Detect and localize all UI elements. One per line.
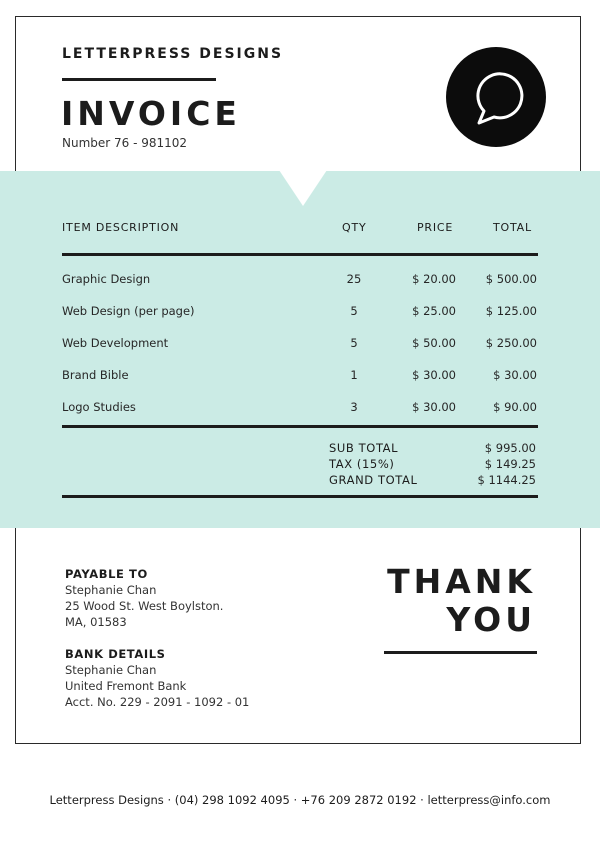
speech-bubble-icon [446, 47, 546, 147]
band-notch [279, 170, 327, 206]
items-divider [62, 425, 538, 428]
column-header-description: ITEM DESCRIPTION [62, 221, 180, 234]
row-description: Graphic Design [62, 272, 151, 286]
company-logo [446, 47, 546, 147]
company-divider [62, 78, 216, 81]
bank-account-name: Stephanie Chan [65, 663, 157, 677]
thank-you-line1: THANK [387, 562, 536, 601]
row-description: Web Development [62, 336, 169, 350]
tax-label: TAX (15%) [329, 457, 395, 471]
row-qty: 25 [346, 272, 362, 286]
column-header-qty: QTY [342, 221, 367, 234]
invoice-number: Number 76 - 981102 [62, 136, 188, 150]
header-divider [62, 253, 538, 256]
subtotal-label: SUB TOTAL [329, 441, 399, 455]
grand-total-label: GRAND TOTAL [329, 473, 418, 487]
bank-title: BANK DETAILS [65, 647, 166, 661]
row-qty: 5 [350, 304, 358, 318]
payable-title: PAYABLE TO [65, 567, 148, 581]
tax-value: $ 149.25 [484, 457, 536, 471]
payable-address: 25 Wood St. West Boylston. [65, 599, 224, 613]
footer-contact: Letterpress Designs · (04) 298 1092 4095 · +76 209 2872 0192 · letterpress@info.com [49, 793, 551, 807]
row-price: $ 30.00 [412, 400, 456, 414]
row-qty: 1 [350, 368, 358, 382]
bank-name: United Fremont Bank [65, 679, 187, 693]
row-qty: 3 [350, 400, 358, 414]
company-name: LETTERPRESS DESIGNS [62, 46, 284, 62]
row-price: $ 20.00 [412, 272, 456, 286]
row-total: $ 250.00 [485, 336, 537, 350]
summary-divider [62, 495, 538, 498]
row-total: $ 125.00 [485, 304, 537, 318]
payable-name: Stephanie Chan [65, 583, 157, 597]
row-qty: 5 [350, 336, 358, 350]
grand-total-value: $ 1144.25 [477, 473, 536, 487]
payable-city: MA, 01583 [65, 615, 127, 629]
row-total: $ 500.00 [485, 272, 537, 286]
row-price: $ 50.00 [412, 336, 456, 350]
subtotal-value: $ 995.00 [484, 441, 536, 455]
invoice-title: INVOICE [61, 94, 241, 133]
thank-you-divider [384, 651, 537, 654]
row-total: $ 90.00 [493, 400, 537, 414]
bank-account-number: Acct. No. 229 - 2091 - 1092 - 01 [65, 695, 250, 709]
row-price: $ 30.00 [412, 368, 456, 382]
thank-you-line2: YOU [446, 600, 536, 639]
column-header-price: PRICE [417, 221, 454, 234]
row-price: $ 25.00 [412, 304, 456, 318]
row-description: Brand Bible [62, 368, 129, 382]
row-total: $ 30.00 [493, 368, 537, 382]
column-header-total: TOTAL [493, 221, 532, 234]
row-description: Web Design (per page) [62, 304, 195, 318]
row-description: Logo Studies [62, 400, 136, 414]
